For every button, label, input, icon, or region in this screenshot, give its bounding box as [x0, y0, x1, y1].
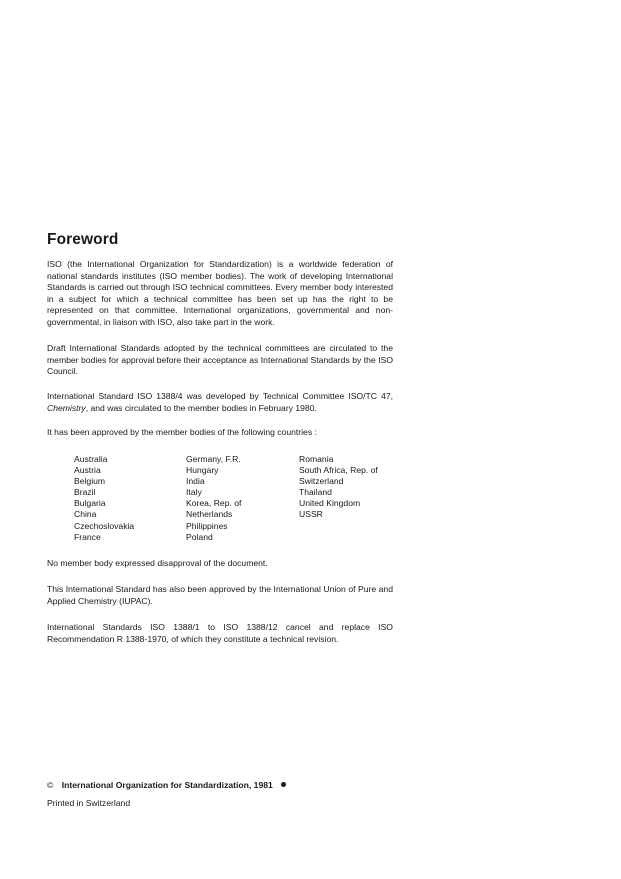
country-item: Philippines [186, 520, 228, 531]
country-item: Hungary [186, 465, 219, 476]
country-list [74, 454, 409, 543]
development-text-end: , and was circulated to the member bodies in February 1980. [85, 402, 317, 413]
printed-in-note: Printed in Switzerland [47, 798, 131, 808]
country-column-1 [74, 454, 186, 543]
country-item: Austria [74, 465, 101, 476]
copyright-line [47, 780, 286, 790]
country-item: United Kingdom [299, 498, 361, 509]
country-item: Netherlands [186, 509, 233, 520]
copyright-symbol: © [47, 780, 54, 790]
paragraph-approval-intro: It has been approved by the member bodies of the following countries : [47, 427, 317, 437]
country-item: Poland [186, 531, 213, 542]
country-item: USSR [299, 509, 323, 520]
copyright-text: International Organization for Standardization, 1981 [61, 780, 273, 790]
country-item: Brazil [74, 487, 96, 498]
country-item: Bulgaria [74, 498, 106, 509]
country-item: Australia [74, 454, 108, 464]
paragraph-iso-description: ISO (the International Organization for Standardization) is a worldwide federation of national standards institutes (ISO member bodies). The work of developing International Standards is carried out through ISO technical committees. Every member body interested in a subject for which a technical committee has been set up has the right to be represented on that committee. International organizations, governmental and non-governmental, in liaison with ISO, also take part in the work. [47, 259, 393, 327]
country-item: Switzerland [299, 476, 344, 487]
country-item: Korea, Rep. of [186, 498, 242, 509]
country-item: Romania [299, 454, 334, 464]
committee-name-italic: Chemistry [47, 402, 86, 413]
page-title: Foreword [47, 231, 119, 248]
country-item: Thailand [299, 487, 332, 498]
bullet-dot-icon [281, 782, 286, 787]
country-item: Belgium [74, 476, 106, 487]
country-column-2 [186, 454, 299, 543]
development-text-start: International Standard ISO 1388/4 was developed by Technical Committee ISO/TC 47, [47, 391, 393, 401]
country-item: Italy [186, 487, 202, 498]
country-item: France [74, 531, 101, 542]
country-item: China [74, 509, 97, 520]
country-column-3 [299, 454, 409, 543]
paragraph-revision: International Standards ISO 1388/1 to ISO 1388/12 cancel and replace ISO Recommendation R 1388-1970, of which they constitute a technical revision. [47, 622, 393, 644]
paragraph-iupac: This International Standard has also been approved by the International Union of Pure and Applied Chemistry (IUPAC). [47, 584, 393, 606]
paragraph-no-disapproval: No member body expressed disapproval of the document. [47, 558, 268, 568]
paragraph-draft-standards: Draft International Standards adopted by the technical committees are circulated to the member bodies for approval before their acceptance as International Standards by the ISO Council. [47, 343, 393, 376]
country-item: Czechoslovakia [74, 520, 135, 531]
paragraph-development [47, 391, 393, 414]
country-item: Germany, F.R. [186, 454, 241, 464]
country-item: India [186, 476, 205, 487]
country-item: South Africa, Rep. of [299, 465, 378, 476]
